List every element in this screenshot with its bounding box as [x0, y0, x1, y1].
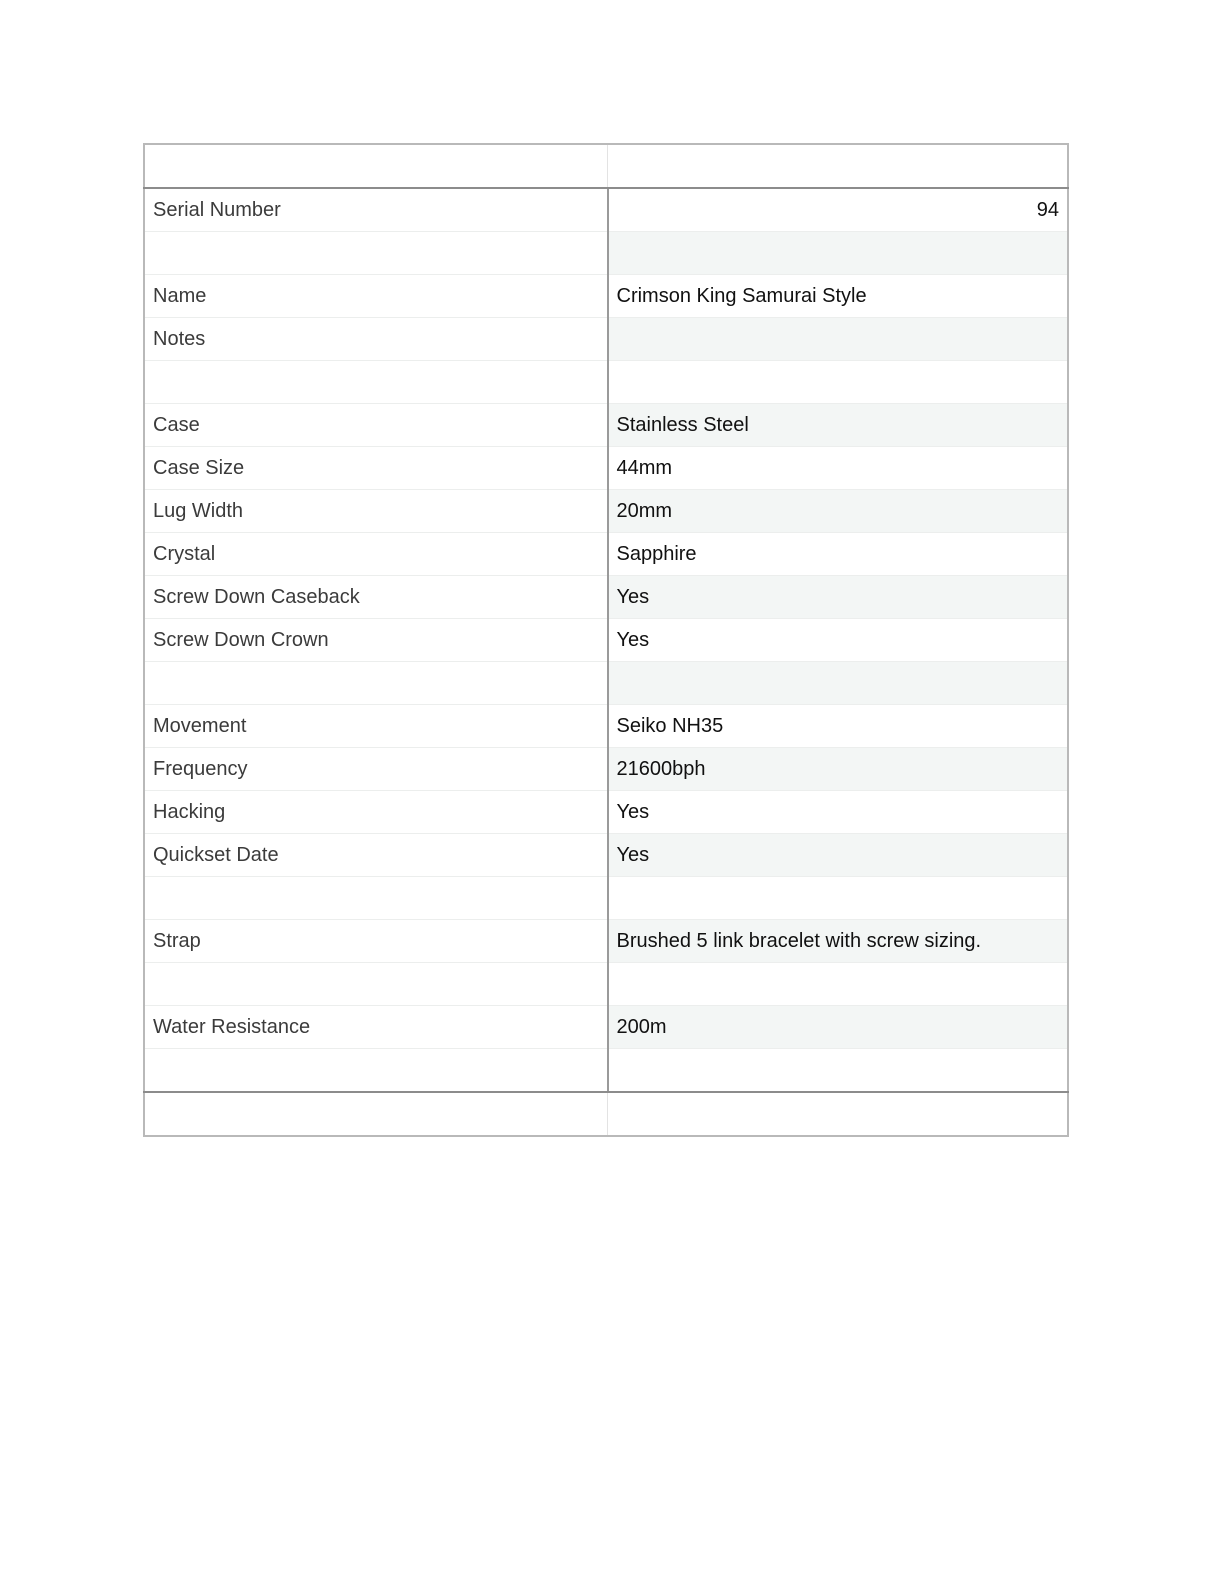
watch-spec-table [143, 143, 1069, 1137]
blank-cell[interactable] [608, 361, 1069, 404]
strap-value[interactable]: Brushed 5 link bracelet with screw sizing. [608, 920, 1069, 963]
water-resistance-label[interactable]: Water Resistance [144, 1006, 608, 1049]
screw-down-crown-value[interactable]: Yes [608, 619, 1069, 662]
blank-cell[interactable] [144, 877, 608, 920]
row-screw-down-crown [144, 619, 1068, 662]
blank-cell[interactable] [608, 662, 1069, 705]
lug-width-value[interactable]: 20mm [608, 490, 1069, 533]
row-water-resistance [144, 1006, 1068, 1049]
footer-cell-label[interactable] [144, 1092, 608, 1136]
row-strap [144, 920, 1068, 963]
blank-cell[interactable] [144, 963, 608, 1006]
name-label[interactable]: Name [144, 275, 608, 318]
blank-cell[interactable] [144, 1049, 608, 1093]
row-crystal [144, 533, 1068, 576]
row-quickset-date [144, 834, 1068, 877]
blank-cell[interactable] [144, 361, 608, 404]
row-serial-number [144, 188, 1068, 232]
case-size-value[interactable]: 44mm [608, 447, 1069, 490]
crystal-label[interactable]: Crystal [144, 533, 608, 576]
blank-cell[interactable] [608, 232, 1069, 275]
serial-number-value[interactable]: 94 [608, 188, 1069, 232]
row-hacking [144, 791, 1068, 834]
blank-cell[interactable] [144, 232, 608, 275]
case-value[interactable]: Stainless Steel [608, 404, 1069, 447]
strap-label[interactable]: Strap [144, 920, 608, 963]
frequency-value[interactable]: 21600bph [608, 748, 1069, 791]
screw-down-caseback-value[interactable]: Yes [608, 576, 1069, 619]
row-lug-width [144, 490, 1068, 533]
serial-number-label[interactable]: Serial Number [144, 188, 608, 232]
hacking-label[interactable]: Hacking [144, 791, 608, 834]
footer-row [144, 1092, 1068, 1136]
blank-row [144, 662, 1068, 705]
blank-row [144, 361, 1068, 404]
movement-label[interactable]: Movement [144, 705, 608, 748]
frequency-label[interactable]: Frequency [144, 748, 608, 791]
header-row [144, 144, 1068, 188]
row-frequency [144, 748, 1068, 791]
blank-row [144, 877, 1068, 920]
row-notes [144, 318, 1068, 361]
case-label[interactable]: Case [144, 404, 608, 447]
notes-value[interactable] [608, 318, 1069, 361]
header-cell-label[interactable] [144, 144, 608, 188]
hacking-value[interactable]: Yes [608, 791, 1069, 834]
blank-cell[interactable] [144, 662, 608, 705]
row-movement [144, 705, 1068, 748]
blank-row [144, 1049, 1068, 1093]
row-name [144, 275, 1068, 318]
screw-down-crown-label[interactable]: Screw Down Crown [144, 619, 608, 662]
blank-row [144, 963, 1068, 1006]
movement-value[interactable]: Seiko NH35 [608, 705, 1069, 748]
case-size-label[interactable]: Case Size [144, 447, 608, 490]
blank-cell[interactable] [608, 963, 1069, 1006]
blank-cell[interactable] [608, 1049, 1069, 1093]
name-value[interactable]: Crimson King Samurai Style [608, 275, 1069, 318]
quickset-date-value[interactable]: Yes [608, 834, 1069, 877]
blank-row [144, 232, 1068, 275]
header-cell-value[interactable] [608, 144, 1069, 188]
quickset-date-label[interactable]: Quickset Date [144, 834, 608, 877]
notes-label[interactable]: Notes [144, 318, 608, 361]
lug-width-label[interactable]: Lug Width [144, 490, 608, 533]
footer-cell-value[interactable] [608, 1092, 1069, 1136]
row-screw-down-caseback [144, 576, 1068, 619]
screw-down-caseback-label[interactable]: Screw Down Caseback [144, 576, 608, 619]
row-case-size [144, 447, 1068, 490]
crystal-value[interactable]: Sapphire [608, 533, 1069, 576]
water-resistance-value[interactable]: 200m [608, 1006, 1069, 1049]
row-case [144, 404, 1068, 447]
blank-cell[interactable] [608, 877, 1069, 920]
